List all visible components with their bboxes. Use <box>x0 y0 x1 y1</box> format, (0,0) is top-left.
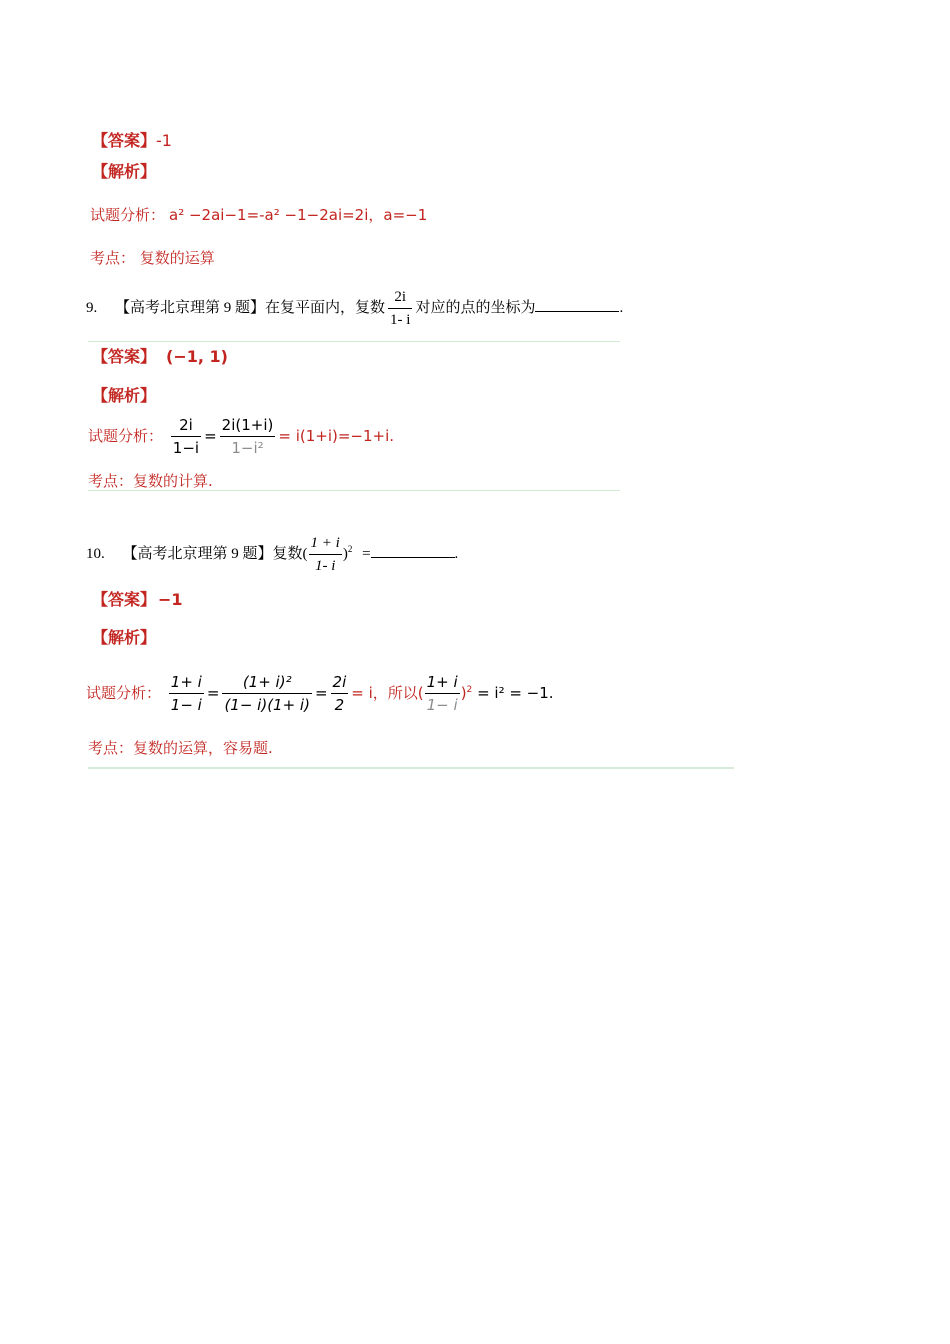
question-text-after: 对应的点的坐标为 <box>415 300 536 316</box>
fraction-denominator: 1−i <box>172 439 200 457</box>
answer-label-3 <box>92 587 183 610</box>
analysis-label-3: 【解析】 <box>92 628 157 647</box>
fraction <box>222 672 312 715</box>
equals: = <box>204 427 217 445</box>
kaodian-3: 考点：复数的运算，容易题. <box>88 739 273 757</box>
question-text: 在复平面内，复数 <box>265 300 386 316</box>
fraction <box>309 533 342 576</box>
analysis-line-3: 试题分析： $\frac{1+ i}{1- i}$ = $\frac{\text{(1+ i)²}}{(1- i)(1+ i)}$ = $\frac{2i}{2}$ = i，所以( $\frac{1+ i}{1- i}$ )$^2$ = i² = −1. <box>86 673 554 714</box>
period: . <box>454 546 459 562</box>
answer-value: −1 <box>158 590 183 609</box>
fraction-numerator: 1+ i <box>425 672 460 694</box>
answer-label: 【答案】 <box>92 590 157 609</box>
kaodian-1: 考点： 复数的运算 <box>90 249 215 267</box>
answer-value: -1 <box>156 131 172 150</box>
fraction-numerator: 2i <box>388 287 412 309</box>
fraction-numerator: 1 + i <box>309 533 342 555</box>
answer-blank <box>535 297 619 312</box>
fraction <box>331 672 349 715</box>
fraction-numerator: 2i <box>171 415 201 437</box>
analysis-line-1 <box>90 204 427 225</box>
fraction <box>388 287 412 330</box>
analysis-prefix: 试题分析： <box>88 427 164 445</box>
question-source: 【高考北京理第 9 题】 <box>115 300 266 316</box>
fraction-denominator: 1− i <box>170 696 202 714</box>
analysis-tail: = i² = −1. <box>477 684 554 702</box>
question-9 <box>86 285 623 331</box>
fraction-denominator: 1−i² <box>231 439 264 457</box>
divider <box>88 341 620 342</box>
analysis-tail: = i(1+i)=−1+i. <box>278 427 395 445</box>
answer-value: (−1, 1) <box>166 347 228 366</box>
fraction-numerator: 2i(1+i) <box>220 415 276 437</box>
analysis-mid: = i，所以 <box>351 684 418 702</box>
answer-blank <box>371 543 455 558</box>
answer-label: 【答案】 <box>92 131 157 150</box>
analysis-prefix: 试题分析： <box>90 206 166 224</box>
analysis-line-2 <box>88 412 394 460</box>
divider <box>88 490 620 491</box>
fraction-denominator: 1- i <box>390 312 411 329</box>
fraction <box>220 415 276 458</box>
fraction-denominator: 1− i <box>426 696 458 714</box>
fraction-denominator: 2 <box>334 696 345 714</box>
fraction-numerator: 2i <box>331 672 349 694</box>
analysis-label-2: 【解析】 <box>92 386 157 405</box>
fraction <box>171 415 201 458</box>
question-number: 10. <box>86 546 105 562</box>
question-10: 10. 【高考北京理第 9 题】复数( $\frac{1 + i}{1- i}$ )$^2$ = . <box>86 535 459 575</box>
question-text: 复数 <box>272 546 303 562</box>
fraction-numerator: 1+ i <box>169 672 204 694</box>
divider <box>88 767 734 769</box>
analysis-prefix: 试题分析： <box>86 684 162 702</box>
fraction <box>425 672 460 715</box>
question-number: 9. <box>86 300 98 316</box>
analysis-label-1: 【解析】 <box>92 162 157 181</box>
exponent: 2 <box>347 544 353 554</box>
question-source: 【高考北京理第 9 题】 <box>122 546 273 562</box>
answer-label: 【答案】 <box>92 347 157 366</box>
answer-label-1 <box>92 128 172 151</box>
kaodian-2: 考点：复数的计算. <box>88 472 213 490</box>
period: . <box>619 300 624 316</box>
fraction-denominator: 1- i <box>314 558 336 575</box>
equals: = <box>362 546 371 562</box>
fraction <box>169 672 204 715</box>
answer-label-2 <box>92 344 228 367</box>
fraction-numerator: (1+ i)² <box>222 672 312 694</box>
fraction-denominator: (1− i)(1+ i) <box>224 696 310 714</box>
analysis-expression: a² −2ai−1=-a² −1−2ai=2i，a=−1 <box>169 206 428 224</box>
